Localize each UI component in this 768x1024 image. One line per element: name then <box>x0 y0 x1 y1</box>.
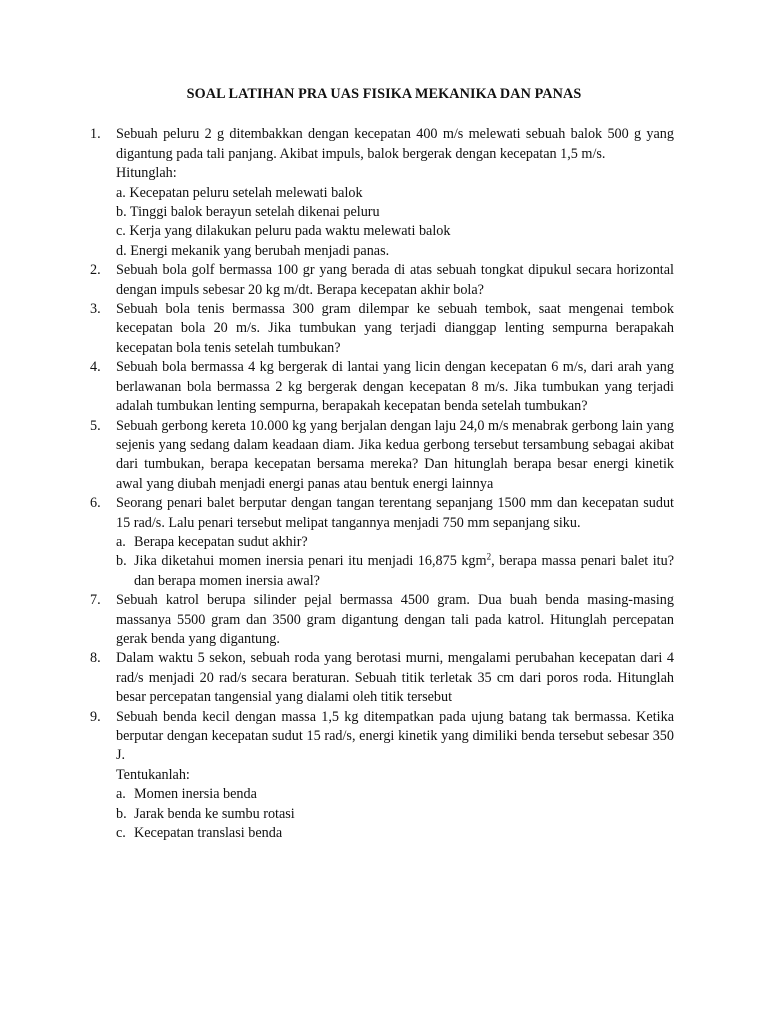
problem-text: Sebuah benda kecil dengan massa 1,5 kg ditempatkan pada ujung batang tak bermassa. Ketika berputar dengan kecepatan sudut 15 rad/s, energi kinetik yang dimiliki benda tersebut sebesar 350 J. <box>116 708 674 764</box>
problem-number: 4. <box>90 359 101 376</box>
sub-question: d. Energi mekanik yang berubah menjadi panas. <box>116 242 390 259</box>
problem-number: 9. <box>90 708 101 725</box>
problem-number: 1. <box>90 126 101 143</box>
problem-text: Dalam waktu 5 sekon, sebuah roda yang berotasi murni, mengalami perubahan kecepatan dari 4 rad/s menjadi 20 rad/s secara beraturan. Sebuah titik terletak 35 cm dari poros roda. Hitunglah besar percepatan tangensial yang dialami oleh titik tersebut <box>116 650 674 706</box>
problem-number: 5. <box>90 417 101 434</box>
problem-text: Sebuah bola tenis bermassa 300 gram dilempar ke sebuah tembok, saat mengenai tembok kecepatan bola 20 m/s. Jika tumbukan yang terjadi dianggap lenting sempurna berapakah kecepatan bola tenis setelah tumbukan? <box>116 301 674 356</box>
problem-5 <box>90 417 674 495</box>
problem-number: 8. <box>90 650 101 667</box>
sub-question-text: , berapa massa penari balet itu? dan berapa momen inersia awal? <box>134 553 674 589</box>
problem-number: 7. <box>90 592 101 609</box>
problem-list <box>90 125 674 843</box>
sub-question-c <box>116 824 674 843</box>
sub-question: a. Kecepatan peluru setelah melewati balok <box>116 184 363 201</box>
problem-number: 2. <box>90 262 101 279</box>
problem-9 <box>90 708 674 844</box>
sub-question-b <box>116 805 674 824</box>
sub-question: b. Tinggi balok berayun setelah dikenai peluru <box>116 204 380 221</box>
problem-text: Sebuah peluru 2 g ditembakkan dengan kecepatan 400 m/s melewati sebuah balok 500 g yang digantung pada tali panjang. Akibat impuls, balok bergerak dengan kecepatan 1,5 m/s. <box>116 126 674 162</box>
problem-4 <box>90 358 674 416</box>
sub-question-letter: c. <box>116 825 126 842</box>
problem-text: Sebuah katrol berupa silinder pejal bermassa 4500 gram. Dua buah benda masing-masing massanya 5500 gram dan 3500 gram digantung dengan tali pada katrol. Hitunglah percepatan gerak benda yang digantung. <box>116 592 674 647</box>
sub-question: c. Kerja yang dilakukan peluru pada waktu melewati balok <box>116 223 451 240</box>
problem-3 <box>90 300 674 358</box>
sub-question-letter: b. <box>116 805 127 822</box>
sub-question-letter: a. <box>116 533 126 550</box>
sub-question-text: Jika diketahui momen inersia penari itu menjadi 16,875 kgm <box>134 553 487 570</box>
problem-text: Sebuah gerbong kereta 10.000 kg yang berjalan dengan laju 24,0 m/s menabrak gerbong lain yang sejenis yang sedang dalam keadaan diam. Jika kedua gerbong tersebut tersambung sebagai akibat dari tumbukan, berapa kecepatan bersama mereka? Dan hitunglah berapa besar energi kinetik awal yang diubah menjadi energi panas atau bentuk energi lainnya <box>116 417 674 492</box>
sub-question-text: Kecepatan translasi benda <box>134 825 283 842</box>
sub-question-a <box>116 785 674 804</box>
problem-1 <box>90 125 674 261</box>
problem-8 <box>90 649 674 707</box>
sub-question-a <box>116 533 674 552</box>
problem-number: 3. <box>90 301 101 318</box>
problem-2 <box>90 261 674 300</box>
sub-question-text: Berapa kecepatan sudut akhir? <box>134 533 308 550</box>
problem-intro: Hitunglah: <box>116 165 177 182</box>
superscript: 2 <box>486 551 492 562</box>
problem-text: Sebuah bola golf bermassa 100 gr yang berada di atas sebuah tongkat dipukul secara horizontal dengan impuls sebesar 20 kg m/dt. Berapa kecepatan akhir bola? <box>116 262 674 298</box>
problem-6 <box>90 494 674 591</box>
document-title: SOAL LATIHAN PRA UAS FISIKA MEKANIKA DAN PANAS <box>186 86 582 102</box>
sub-question-letter: b. <box>116 553 127 570</box>
sub-question-text: Momen inersia benda <box>134 786 257 803</box>
problem-intro: Tentukanlah: <box>116 766 190 783</box>
sub-question-letter: a. <box>116 786 126 803</box>
problem-text: Sebuah bola bermassa 4 kg bergerak di lantai yang licin dengan kecepatan 6 m/s, dari arah yang berlawanan bola bermassa 2 kg bergerak dengan kecepatan 8 m/s. Jika tumbukan yang terjadi adalah tumbukan lenting sempurna, berapakah kecepatan benda setelah tumbukan? <box>116 359 674 415</box>
sub-question-text: Jarak benda ke sumbu rotasi <box>134 805 295 822</box>
problem-text: Seorang penari balet berputar dengan tangan terentang sepanjang 1500 mm dan kecepatan sudut 15 rad/s. Lalu penari tersebut melipat tangannya menjadi 750 mm sepanjang siku. <box>116 495 674 531</box>
problem-7 <box>90 591 674 649</box>
sub-question-b <box>116 552 674 591</box>
problem-number: 6. <box>90 495 101 512</box>
